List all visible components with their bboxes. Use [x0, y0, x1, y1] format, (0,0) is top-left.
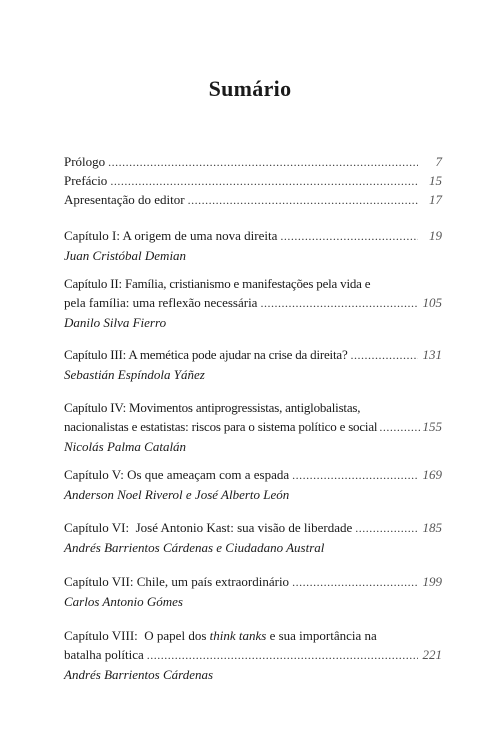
chapter-author: Nicolás Palma Catalán [64, 439, 187, 454]
page-number: 131 [422, 347, 442, 362]
entry-label: Capítulo VII: Chile, um país extraordinário [64, 574, 290, 589]
leader-dots [108, 153, 418, 172]
toc-entry-chapter-8[interactable] [64, 626, 442, 684]
chapter-author: Andrés Barrientos Cárdenas e Ciudadano Austral [64, 540, 325, 555]
page-number: 7 [435, 154, 442, 169]
page-number: 169 [422, 467, 442, 482]
toc-entry-chapter-7[interactable] [64, 572, 442, 611]
entry-label: batalha política [64, 647, 144, 662]
page-number: 199 [422, 574, 442, 589]
toc-entry-prologo[interactable] [64, 152, 442, 172]
page-number: 105 [422, 295, 442, 310]
chapter-author: Danilo Silva Fierro [64, 315, 167, 330]
entry-label: nacionalistas e estatistas: riscos para o sistema político e social [64, 419, 378, 434]
page-number: 19 [429, 228, 442, 243]
leader-dots [351, 346, 418, 365]
page-number: 221 [422, 647, 442, 662]
entry-label: Capítulo III: A memética pode ajudar na crise da direita? [64, 347, 348, 362]
chapter-author: Andrés Barrientos Cárdenas [64, 667, 214, 682]
chapter-author: Juan Cristóbal Demian [64, 248, 187, 263]
toc-entry-chapter-5[interactable] [64, 465, 442, 504]
leader-dots [147, 646, 418, 665]
entry-label: Apresentação do editor [64, 192, 185, 207]
entry-label-emphasis: think tanks [209, 628, 267, 643]
leader-dots [355, 519, 418, 538]
leader-dots [379, 418, 420, 437]
chapter-author: Sebastián Espíndola Yáñez [64, 367, 205, 382]
toc-entry-chapter-1[interactable] [64, 226, 442, 265]
entry-label: Prefácio [64, 173, 108, 188]
toc-entry-chapter-4[interactable] [64, 398, 442, 456]
leader-dots [188, 191, 418, 210]
entry-label-line1 [64, 626, 442, 645]
entry-label-line1-a: Capítulo VIII: O papel dos [64, 628, 210, 643]
toc-entry-chapter-2[interactable] [64, 274, 442, 332]
toc-entry-prefacio[interactable] [64, 171, 442, 191]
leader-dots [292, 466, 418, 485]
entry-label: pela família: uma reflexão necessária [64, 295, 258, 310]
leader-dots [260, 294, 418, 313]
page-number: 185 [422, 520, 442, 535]
entry-label-line1: Capítulo II: Família, cristianismo e manifestações pela vida e [64, 276, 371, 291]
toc-entry-chapter-3[interactable] [64, 345, 442, 384]
leader-dots [110, 172, 418, 191]
page-title: Sumário [208, 76, 292, 101]
page-number: 17 [429, 192, 442, 207]
entry-label: Capítulo I: A origem de uma nova direita [64, 228, 278, 243]
leader-dots [280, 227, 418, 246]
toc-entry-chapter-6[interactable] [64, 518, 442, 557]
entry-label: Prólogo [64, 154, 106, 169]
chapter-author: Anderson Noel Riverol e José Alberto León [64, 487, 290, 502]
chapter-author: Carlos Antonio Gómes [64, 594, 183, 609]
leader-dots [292, 573, 418, 592]
entry-label-line1: Capítulo IV: Movimentos antiprogressistas, antiglobalistas, [64, 400, 361, 415]
page-number: 155 [422, 419, 442, 434]
entry-label-line1-b: e sua importância na [266, 628, 377, 643]
entry-label: Capítulo VI: José Antonio Kast: sua visão de liberdade [64, 520, 353, 535]
page-number: 15 [429, 173, 442, 188]
toc-entry-apresentacao[interactable] [64, 190, 442, 210]
entry-label: Capítulo V: Os que ameaçam com a espada [64, 467, 290, 482]
